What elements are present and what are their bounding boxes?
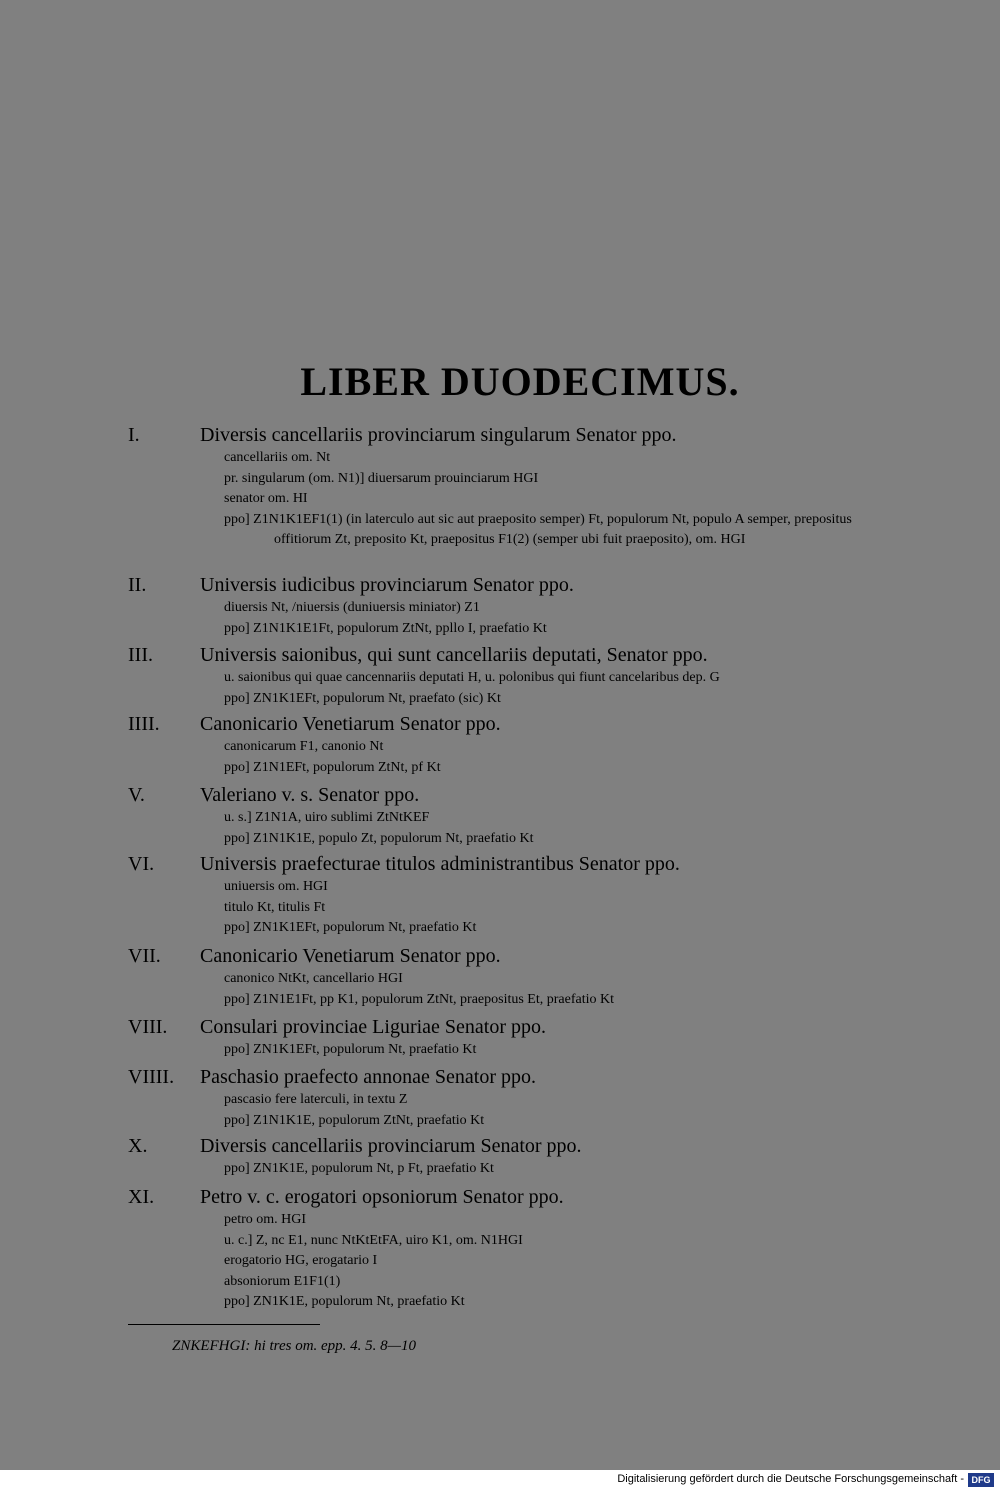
apparatus-note: titulo Kt, titulis Ft [224,899,326,915]
entry-number: VIIII. [128,1066,175,1088]
entry-number: VIII. [128,1016,168,1038]
apparatus-note: ppo] ZN1K1E, populorum Nt, praefatio Kt [224,1294,465,1309]
apparatus-note: u. saionibus qui quae cancennariis deputati H, u. polonibus qui fiunt cancelaribus dep. G [224,670,720,685]
entry-heading: Universis praefecturae titulos administrantibus Senator ppo. [200,853,680,875]
apparatus-notes [224,668,910,709]
entry-heading: Universis iudicibus provinciarum Senator ppo. [200,574,574,596]
entry-number: III. [128,644,153,666]
apparatus-note: ppo] Z1N1K1E, populo Zt, populorum Nt, praefatio Kt [224,830,534,846]
entry-number: V. [128,784,145,806]
apparatus-note: ppo] ZN1K1EFt, populorum Nt, praefatio Kt [224,1042,477,1057]
entry-heading: Universis saionibus, qui sunt cancellariis deputati, Senator ppo. [200,644,708,666]
entry-heading: Canonicario Venetiarum Senator ppo. [200,713,501,735]
apparatus-note: petro om. HGI [224,1212,307,1227]
book-title: LIBER DUODECIMUS. [300,359,740,404]
entry-heading: Diversis cancellariis provinciarum Senator ppo. [200,1135,582,1157]
apparatus-note: erogatorio HG, erogatario I [224,1253,378,1268]
apparatus-note: pascasio fere laterculi, in textu Z [224,1092,408,1107]
apparatus-note: ppo] Z1N1EFt, populorum ZtNt, pf Kt [224,759,441,775]
funding-banner [0,1470,1000,1490]
entry-number: II. [128,574,147,596]
apparatus-note: uniuersis om. HGI [224,879,328,894]
apparatus-note: u. s.] Z1N1A, uiro sublimi ZtNtKEF [224,810,430,825]
entry-heading: Diversis cancellariis provinciarum singularum Senator ppo. [200,424,677,446]
entry-number: I. [128,424,140,446]
entry-number: IIII. [128,713,160,735]
apparatus-notes [224,808,910,849]
apparatus-notes [224,877,910,939]
apparatus-note: ppo] ZN1K1EFt, populorum Nt, praefato (sic) Kt [224,690,501,706]
apparatus-note: ppo] Z1N1E1Ft, pp K1, populorum ZtNt, praepositus Et, praefatio Kt [224,991,614,1007]
entry-heading: Valeriano v. s. Senator ppo. [200,784,420,806]
apparatus-notes [224,737,910,778]
apparatus-notes [224,1159,910,1180]
entry-number: X. [128,1135,148,1157]
footnote: ZNKEFHGI: hi tres om. epp. 4. 5. 8—10 [172,1338,417,1354]
funding-banner-text: Digitalisierung gefördert durch die Deutsche Forschungsgemeinschaft - [617,1473,964,1485]
apparatus-note: u. c.] Z, nc E1, nunc NtKtEtFA, uiro K1, om. N1HGI [224,1232,523,1248]
entry-heading: Consulari provinciae Liguriae Senator ppo. [200,1016,547,1038]
apparatus-notes [224,448,910,551]
apparatus-notes [224,598,910,639]
apparatus-note: ppo] Z1N1K1E, populorum ZtNt, praefatio Kt [224,1112,485,1128]
dfg-logo-icon: DFG [968,1473,994,1487]
apparatus-note: diuersis Nt, /niuersis (duniuersis miniator) Z1 [224,600,480,615]
apparatus-note: absoniorum E1F1(1) [224,1273,341,1289]
apparatus-notes [224,1090,910,1131]
apparatus-note: pr. singularum (om. N1)] diuersarum prouinciarum HGI [224,470,539,486]
apparatus-note: ppo] ZN1K1EFt, populorum Nt, praefatio Kt [224,920,477,935]
apparatus-note: ppo] Z1N1K1E1Ft, populorum ZtNt, ppllo I, praefatio Kt [224,620,547,636]
entry-number: XI. [128,1186,155,1208]
entry-heading: Paschasio praefecto annonae Senator ppo. [200,1066,536,1088]
entry-heading: Canonicario Venetiarum Senator ppo. [200,945,501,967]
apparatus-note: cancellariis om. Nt [224,450,331,465]
apparatus-note: canonico NtKt, cancellario HGI [224,971,403,986]
entry-number: VII. [128,945,161,967]
apparatus-note: ppo] Z1N1K1EF1(1) (in laterculo aut sic aut praeposito semper) Ft, populorum Nt, populo A semper, prepositus offitiorum Zt, preposito Kt, praepositus F1(2) (semper ubi fuit praeposito), om. HGI [224,511,852,547]
footnote-rule [128,1324,320,1325]
apparatus-note: senator om. HI [224,491,308,506]
apparatus-notes [224,969,910,1010]
apparatus-notes [224,1040,910,1061]
apparatus-notes [224,1210,910,1313]
apparatus-note: canonicarum F1, canonio Nt [224,739,384,754]
entry-heading: Petro v. c. erogatori opsoniorum Senator ppo. [200,1186,564,1208]
apparatus-note: ppo] ZN1K1E, populorum Nt, p Ft, praefatio Kt [224,1161,494,1176]
entry-number: VI. [128,853,155,875]
